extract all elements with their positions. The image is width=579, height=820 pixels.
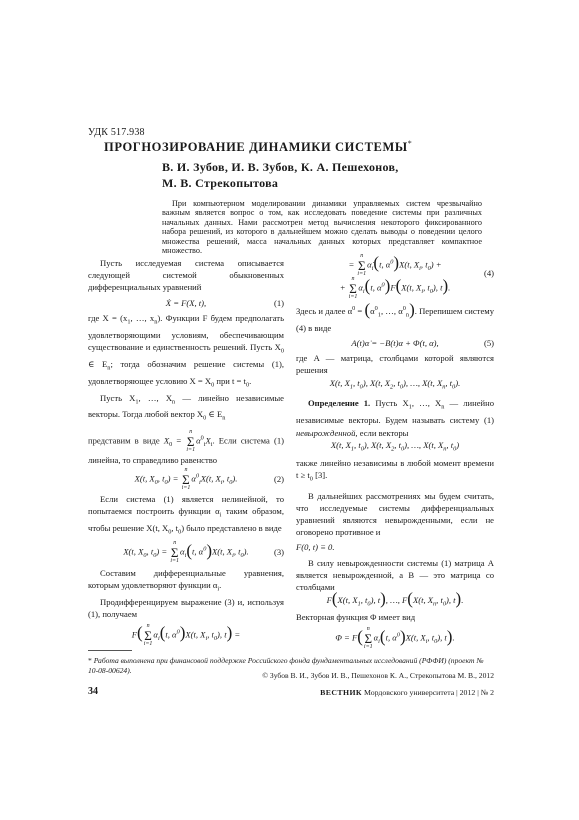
right-para-2: где A — матрица, столбцами которой являются решения (296, 352, 494, 376)
eq2-number: (2) (273, 474, 284, 485)
matrix-b-columns (296, 589, 494, 611)
definition-label: Определение 1. (308, 398, 371, 409)
page-number: 34 (88, 686, 98, 697)
title-footnote-mark: * (407, 139, 413, 148)
journal-issue: Мордовского университета | 2012 | № 2 (362, 688, 494, 697)
journal-footer (300, 688, 494, 697)
left-para-2: где $X = (x_1$, …, $x_n$). Функции F будем предполагать удовлетворяющими условиям, обеспечивающим существование и единственность решений. Пусть $X_0$ ∈ $E_n$; тогда обозначим решение системы (1), удовлетворяющее условию $X = X_0$ при $t = t_0$. (88, 312, 284, 389)
eq4-line1-body: = n Σ i=1 $\alphȧ_i(t$, $\alpha^0)X(t$, $X_i$, $t_0$) + (348, 252, 442, 277)
right-para-4: В дальнейших рассмотрениях мы будем считать, что исследуемые системы дифференциальных уравнений являются невырожденными, если не оговорено противное и (296, 490, 494, 538)
abstract-text: При компьютерном моделировании динамики управляемых систем чрезвычайно важным является вопрос о том, как исследовать поведение системы при различных начальных данных. Нами рассмотрен метод вычисления некоторого фиксированного набора решений, из которого в дальнейшем можно сделать выводы о поведении целого множества решений, масса начальных данных которых представляет компактное множество. (162, 199, 482, 256)
equation-5 (296, 334, 494, 352)
article-title (104, 139, 412, 155)
footnote-rule (88, 650, 132, 651)
right-para-4-eq: F(0, t) ≡ 0. (296, 541, 335, 552)
matrix-b-body: F(X(t, $X_1$, $t_0$), t), …, F(X(t, $X_n$, $t_0$), t). (326, 589, 464, 608)
vector-list-body: X(t, $X_1$, $t_0$), X(t, $X_2$, $t_0$), …, X(t, $X_n$, $t_0$) (330, 440, 460, 453)
abstract (162, 199, 482, 255)
equation-left-bottom (88, 620, 284, 650)
eq1-number: (1) (273, 297, 284, 308)
left-para-6: Составим дифференциальные уравнения, которым удовлетворяют функции $\alpha_i$. (88, 567, 284, 593)
phi-formula (296, 624, 494, 654)
equation-3 (88, 539, 284, 567)
left-para-4: представим в виде $X_0$ = n Σ i=1 $\alpha^0_iX_i$. Если система (1) линейна, то справедливо равенство (88, 429, 284, 466)
authors (162, 159, 492, 191)
solution-list-body: X(t, $X_1$, $t_0$), X(t, $X_2$, $t_0$), …, X(t, $X_n$, $t_0$). (329, 377, 461, 391)
footnote-text: Работа выполнена при финансовой поддержке Российского фонда фундаментальных исследований (РФФИ) (проект № 10-08-00624). (88, 656, 484, 675)
eq-left-bottom-body: F( n Σ i=1 $\alpha_i(t$, $\alpha^0)X(t$, $X_i$, $t_0$), t) = (131, 622, 241, 647)
eq5-body: A(t)α̇ = −B(t)α + Φ(t, α), (351, 337, 439, 348)
eq3-number: (3) (273, 547, 284, 558)
eq5-number: (5) (483, 337, 494, 348)
phi-formula-body: Φ = F( n Σ i=1 $\alpha_i(t$, $\alpha^0)X(t$, $X_i$, $t_0$), t). (335, 626, 455, 651)
equation-2 (88, 467, 284, 493)
eq4-line2-body: + n Σ i=1 $\alpha_i(t$, $\alpha^0)F(X(t$, $X_i$, $t_0$), t). (339, 275, 451, 300)
equation-1 (88, 294, 284, 312)
left-para-1: Пусть исследуемая система описывается следующей системой обыкновенных дифференциальных уравнений (88, 258, 284, 293)
authors-line-1: В. И. Зубов, И. В. Зубов, К. А. Пешехонов, (162, 160, 399, 174)
right-para-1: Здесь и далее $\alpha^0 = (\alpha^0_1$, …, $\alpha^0_n$). Перепишем систему (4) в виде (296, 299, 494, 333)
footnote-mark: * (88, 656, 92, 665)
journal-name: ВЕСТНИК (320, 688, 362, 697)
right-para-5: В силу невырожденности системы (1) матрица A является невырожденной, а B — это матрица со столбцами (296, 557, 494, 593)
left-para-5: Если система (1) является нелинейной, то попытаемся построить функции $\alpha_i$ таким образом, чтобы решение X(t, $X_0$, $t_0$) было представлено в виде (88, 493, 284, 536)
left-para-3: Пусть $X_1$, …, $X_n$ — линейно независимые векторы. Тогда любой вектор $X_0$ ∈ $E_n$ (88, 392, 284, 423)
right-para-6: Векторная функция Φ имеет вид (296, 612, 416, 623)
right-column (296, 254, 494, 654)
left-column (88, 257, 284, 650)
equation-4-line-2 (296, 268, 494, 300)
solution-list (296, 376, 494, 394)
eq4-number: (4) (483, 268, 494, 278)
authors-line-2: М. В. Стрекопытова (162, 176, 279, 190)
copyright: © Зубов В. И., Зубов И. В., Пешехонов К. А., Стрекопытова М. В., 2012 (262, 671, 494, 680)
definition-1: Определение 1. Пусть $X_1$, …, $X_n$ — линейно независимые векторы. Будем называть систему (1) невырожденной, если векторы (296, 398, 495, 438)
title-text: ПРОГНОЗИРОВАНИЕ ДИНАМИКИ СИСТЕМЫ (104, 140, 408, 155)
eq3-body: X(t, $X_0$, $t_0$) = n Σ i=1 $\alpha_i(t$, $\alpha^0)X(t$, $X_i$, $t_0$). (123, 540, 249, 565)
equation-4-line-1 (296, 254, 494, 276)
eq2-body: X(t, $X_0$, $t_0$) = n Σ i=1 $\alpha^0_iX(t$, $X_i$, $t_0$). (134, 467, 238, 492)
eq1-body: Ẋ = F(X, t), (165, 297, 207, 308)
vector-list (296, 439, 494, 457)
udk-code: УДК 517.938 (88, 127, 145, 138)
right-para-3: также линейно независимы в любой момент времени $t \ge t_0$ [3]. (296, 457, 494, 483)
left-para-7: Продифференцируем выражение (3) и, используя (1), получаем (88, 596, 284, 619)
